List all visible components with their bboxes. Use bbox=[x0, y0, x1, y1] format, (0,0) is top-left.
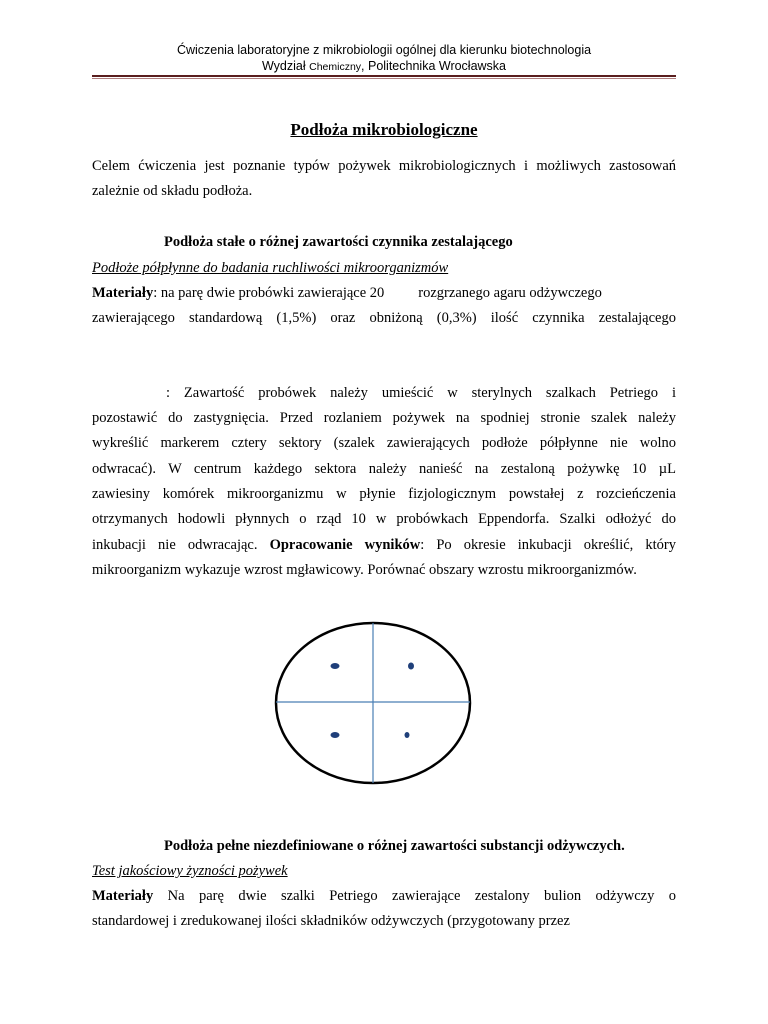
colony-spot-bottom-right bbox=[405, 732, 410, 738]
header-rule bbox=[92, 75, 676, 77]
intro-line-1: Celem ćwiczenia jest poznanie typów pożywek mikrobiologicznych i możliwych zastosowań bbox=[92, 158, 676, 174]
section1-materials-line-1: Materiały: na parę dwie probówki zawierające 20 rozgrzanego agaru odżywczego bbox=[92, 285, 602, 301]
section2-subheading: Test jakościowy żyzności pożywek bbox=[92, 863, 288, 879]
procedure-line-4: odwracać). W centrum każdego sektora należy nanieść na zestaloną pożywkę 10 µL bbox=[92, 461, 676, 477]
petri-dish-diagram bbox=[270, 618, 476, 788]
procedure-line-8: mikroorganizm wykazuje wzrost mgławicowy. Porównać obszary wzrostu mikroorganizmów. bbox=[92, 562, 637, 578]
section2-materials-line-1: Materiały Na parę dwie szalki Petriego zawierające zestalony bulion odżywczy o bbox=[92, 888, 676, 904]
procedure-line-2: pozostawić do zastygnięcia. Przed rozlaniem pożywek na spodniej stronie szalek należy bbox=[92, 410, 676, 426]
colony-spot-top-right bbox=[408, 663, 414, 670]
header-rule-thin bbox=[92, 78, 676, 79]
intro-line-2: zależnie od składu podłoża. bbox=[92, 183, 253, 199]
header-course-line: Ćwiczenia laboratoryjne z mikrobiologii ogólnej dla kierunku biotechnologia bbox=[176, 43, 592, 57]
section1-materials-line-2: zawierającego standardową (1,5%) oraz obniżoną (0,3%) ilość czynnika zestalającego bbox=[92, 310, 676, 326]
procedure-line-1: : Zawartość probówek należy umieścić w sterylnych szalkach Petriego i bbox=[166, 385, 676, 401]
page-title: Podłoża mikrobiologiczne bbox=[290, 120, 478, 139]
colony-spot-top-left bbox=[331, 663, 340, 669]
colony-spot-bottom-left bbox=[331, 732, 340, 738]
section2-materials-line-2: standardowej i zredukowanej ilości składników odżywczych (przygotowany przez bbox=[92, 913, 570, 929]
document-header bbox=[0, 42, 768, 75]
procedure-line-5: zawiesiny komórek mikroorganizmu w płynie fizjologicznym powstałej z rozcieńczenia bbox=[92, 486, 676, 502]
header-faculty-line: Wydział Chemiczny, Politechnika Wrocławska bbox=[261, 59, 507, 73]
procedure-line-7: inkubacji nie odwracając. Opracowanie wyników: Po okresie inkubacji określić, który bbox=[92, 537, 676, 553]
section1-heading: Podłoża stałe o różnej zawartości czynnika zestalającego bbox=[164, 234, 513, 250]
section1-subheading: Podłoże półpłynne do badania ruchliwości mikroorganizmów bbox=[92, 260, 449, 276]
procedure-line-3: wykreślić markerem cztery sektory (szalek zawierających podłoże półpłynne nie wolno bbox=[92, 435, 676, 451]
section2-heading: Podłoża pełne niezdefiniowane o różnej zawartości substancji odżywczych. bbox=[164, 838, 625, 854]
procedure-line-6: otrzymanych hodowli płynnych o rząd 10 w probówkach Eppendorfa. Szalki odłożyć do bbox=[92, 511, 676, 527]
